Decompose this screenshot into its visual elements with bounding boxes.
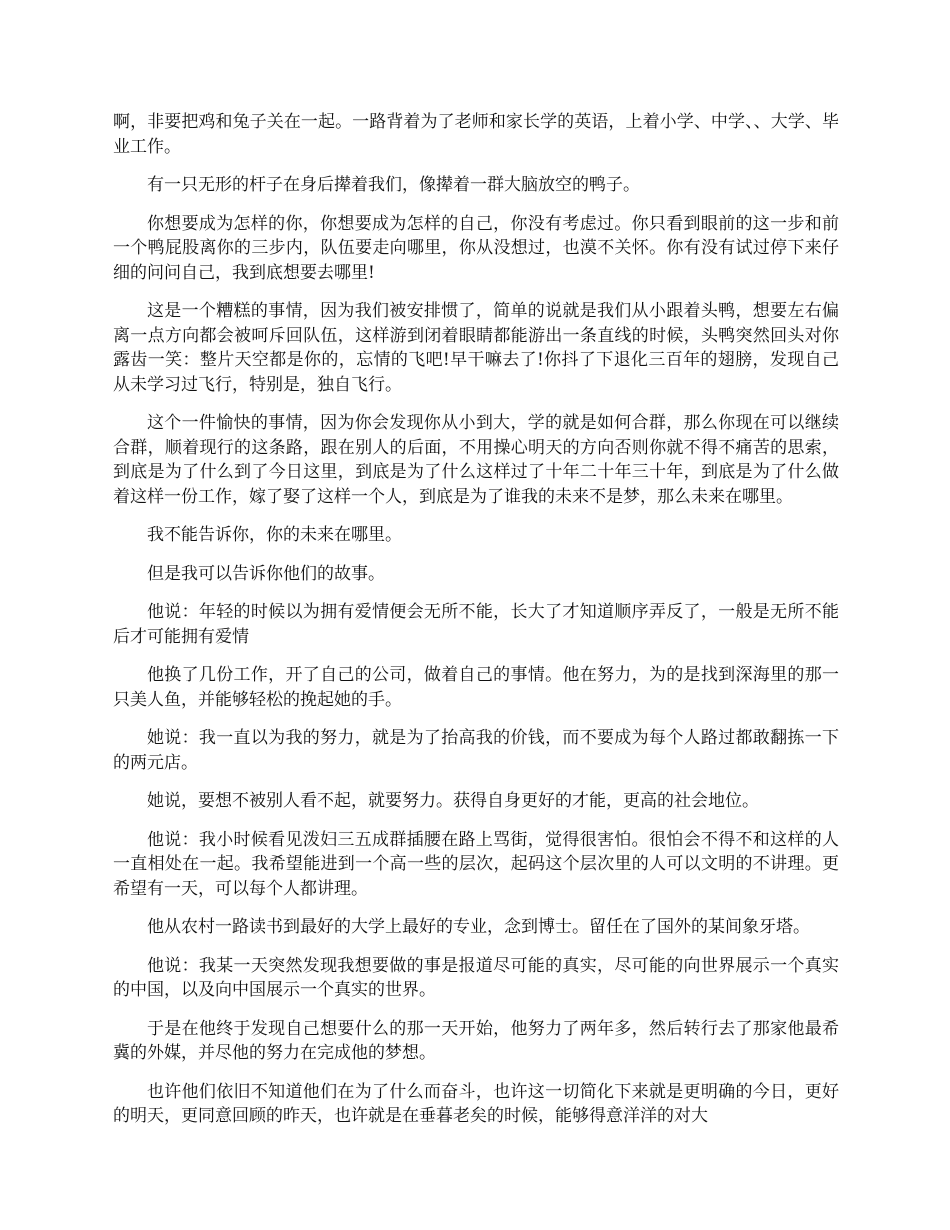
paragraph: 于是在他终于发现自己想要什么的那一天开始，他努力了两年多，然后转行去了那家他最希冀的外媒，并尽他的努力在完成他的梦想。 — [113, 1018, 839, 1063]
paragraph: 这个一件愉快的事情，因为你会发现你从小到大，学的就是如何合群，那么你现在可以继续合群，顺着现行的这条路，跟在别人的后面，不用操心明天的方向否则你就不得不痛苦的思索，到底是为了什么到了今日这里，到底是为了什么这样过了十年二十年三十年，到底是为了什么做着这样一份工作，嫁了娶了这样一个人，到底是为了谁我的未来不是梦，那么未来在哪里。 — [113, 413, 839, 507]
paragraph: 也许他们依旧不知道他们在为了什么而奋斗，也许这一切简化下来就是更明确的今日，更好的明天，更同意回顾的昨天，也许就是在垂暮老矣的时候，能够得意洋洋的对大 — [113, 1081, 839, 1126]
document-body — [113, 110, 839, 1143]
paragraph: 有一只无形的杆子在身后撵着我们，像撵着一群大脑放空的鸭子。 — [147, 175, 640, 195]
paragraph: 我不能告诉你，你的未来在哪里。 — [147, 525, 402, 545]
paragraph: 他说：年轻的时候以为拥有爱情便会无所不能，长大了才知道顺序弄反了，一般是无所不能后才可能拥有爱情 — [113, 602, 839, 647]
paragraph: 你想要成为怎样的你，你想要成为怎样的自己，你没有考虑过。你只看到眼前的这一步和前一个鸭屁股离你的三步内，队伍要走向哪里，你从没想过，也漠不关怀。你有没有试过停下来仔细的问问自己，我到底想要去哪里! — [113, 213, 839, 283]
paragraph: 他说：我小时候看见泼妇三五成群插腰在路上骂街，觉得很害怕。很怕会不得不和这样的人一直相处在一起。我希望能进到一个高一些的层次，起码这个层次里的人可以文明的不讲理。更希望有一天，可以每个人都讲理。 — [113, 829, 839, 899]
paragraph: 他从农村一路读书到最好的大学上最好的专业，念到博士。留任在了国外的某间象牙塔。 — [147, 917, 810, 937]
paragraph: 啊，非要把鸡和兔子关在一起。一路背着为了老师和家长学的英语，上着小学、中学、、大学、毕业工作。 — [113, 112, 839, 157]
paragraph: 这是一个糟糕的事情，因为我们被安排惯了，简单的说就是我们从小跟着头鸭，想要左右偏离一点方向都会被呵斥回队伍，这样游到闭着眼睛都能游出一条直线的时候，头鸭突然回头对你露齿一笑：整片天空都是你的，忘情的飞吧!早干嘛去了!你抖了下退化三百年的翅膀，发现自己从未学习过飞行，特别是，独自飞行。 — [113, 301, 839, 395]
paragraph: 她说：我一直以为我的努力，就是为了抬高我的价钱，而不要成为每个人路过都敢翻拣一下的两元店。 — [113, 728, 839, 773]
paragraph: 她说，要想不被别人看不起，就要努力。获得自身更好的才能，更高的社会地位。 — [147, 791, 759, 811]
paragraph: 但是我可以告诉你他们的故事。 — [147, 563, 385, 584]
paragraph: 他换了几份工作，开了自己的公司，做着自己的事情。他在努力，为的是找到深海里的那一只美人鱼，并能够轻松的挽起她的手。 — [113, 665, 839, 710]
paragraph: 他说：我某一天突然发现我想要做的事是报道尽可能的真实，尽可能的向世界展示一个真实的中国，以及向中国展示一个真实的世界。 — [113, 955, 839, 1000]
